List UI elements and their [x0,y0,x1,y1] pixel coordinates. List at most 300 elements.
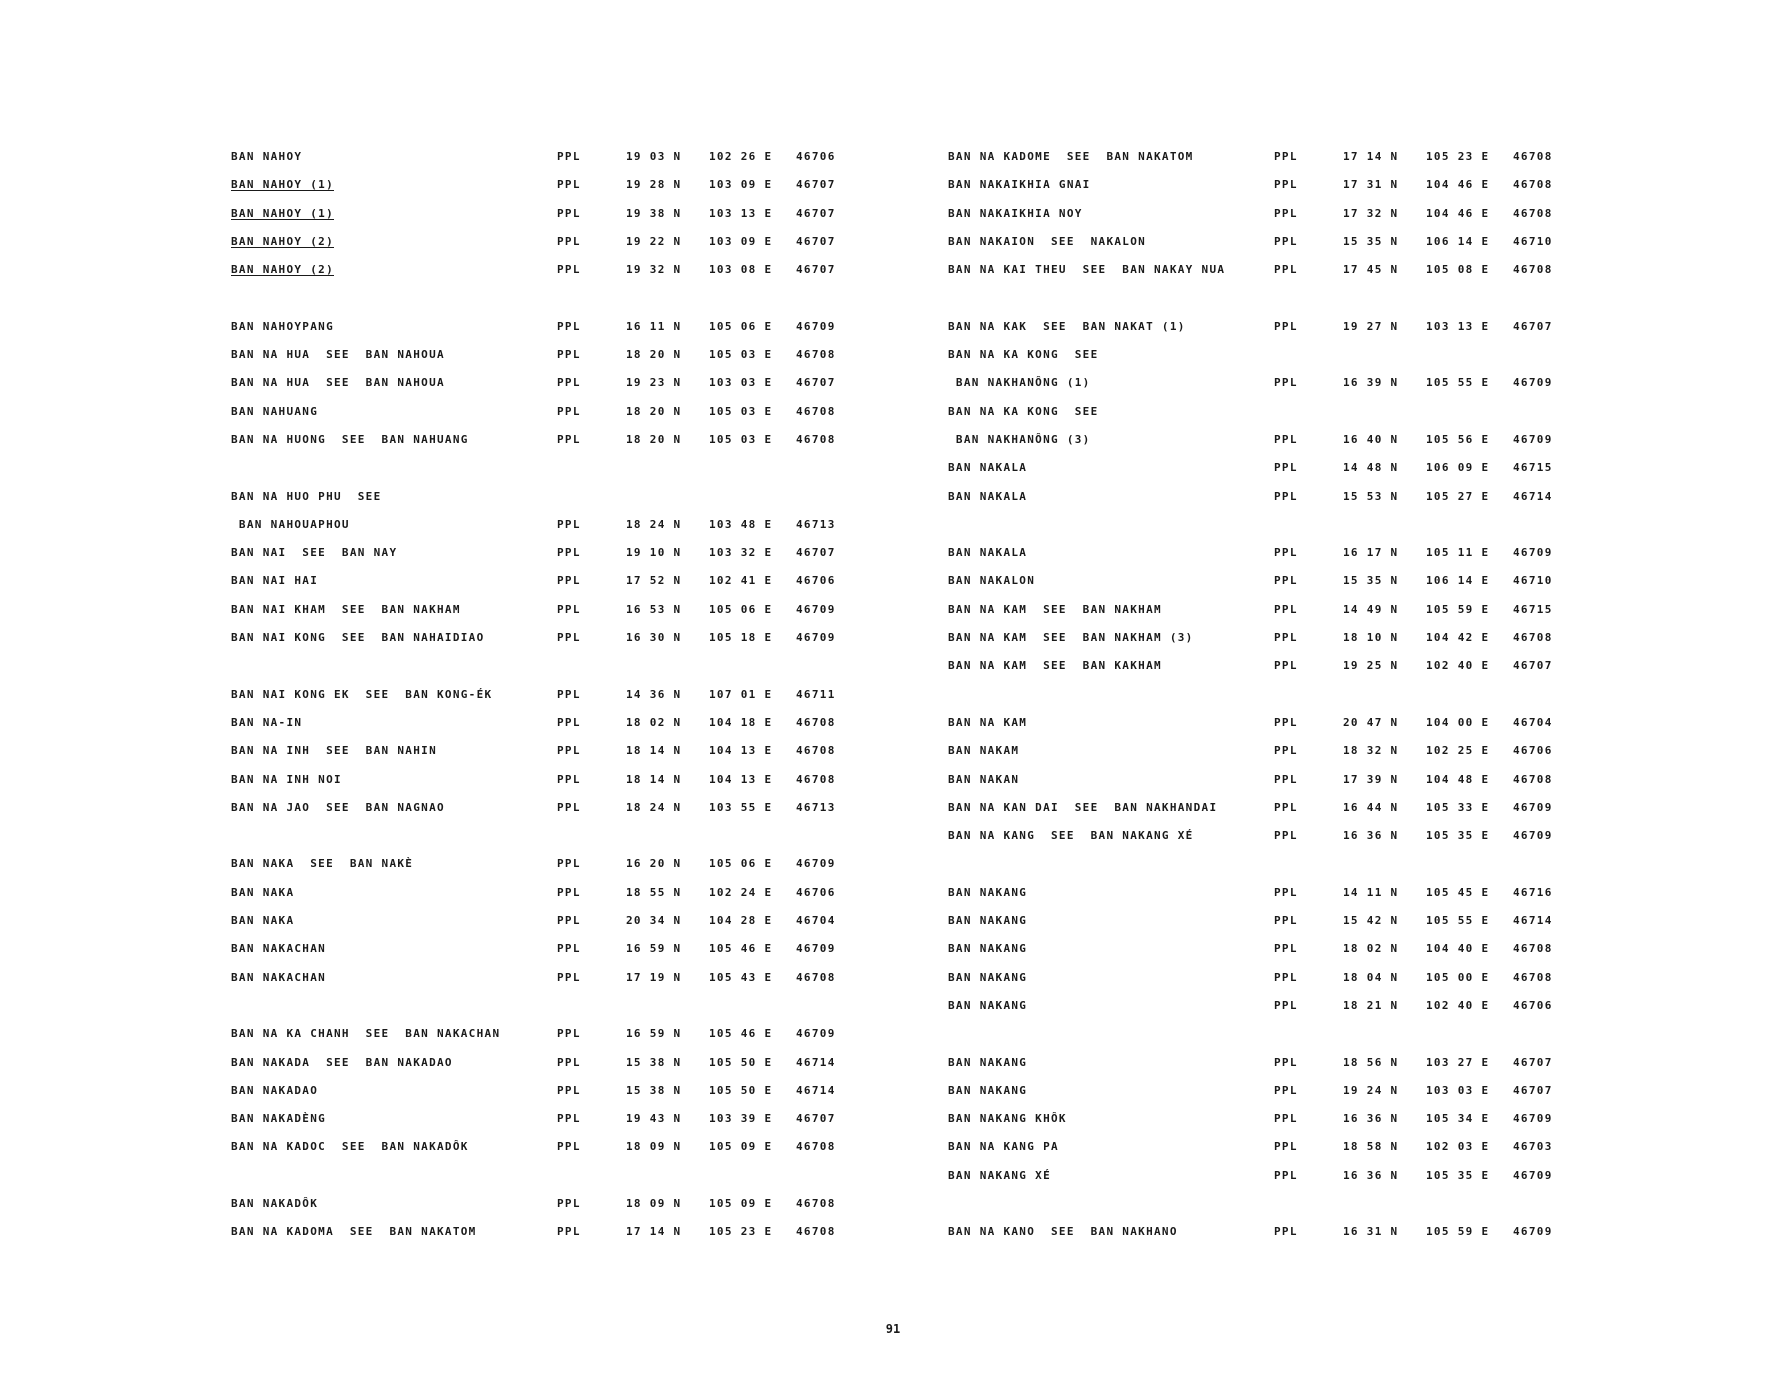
map-sheet: 46708 [1513,942,1553,956]
longitude: 105 56 E [1426,432,1490,446]
longitude: 105 33 E [1426,800,1490,814]
longitude: 105 59 E [1426,602,1490,616]
feature-type: PPL [557,1196,581,1210]
longitude: 105 06 E [709,319,773,333]
gazetteer-entry [231,574,871,602]
place-name: BAN NA KA CHANH SEE BAN NAKACHAN [231,1027,501,1041]
longitude: 102 40 E [1426,998,1490,1012]
place-name: BAN NA KAK SEE BAN NAKAT (1) [948,319,1186,333]
gazetteer-entry [231,207,871,235]
longitude: 102 26 E [709,150,773,163]
place-name: BAN NAI KHAM SEE BAN NAKHAM [231,602,461,616]
map-sheet: 46709 [1513,800,1553,814]
gazetteer-entry [231,688,871,716]
place-name: BAN NA JAO SEE BAN NAGNAO [231,800,445,814]
map-sheet: 46709 [796,602,836,616]
map-sheet: 46709 [796,631,836,645]
place-name: BAN NAKANG KHÔK [948,1112,1067,1126]
latitude: 16 59 N [626,1027,682,1041]
blank-row [231,999,871,1027]
place-name: BAN NAKACHAN [231,970,327,984]
feature-type: PPL [1274,885,1298,899]
gazetteer-entry [948,659,1588,687]
gazetteer-entry [231,1027,871,1055]
feature-type: PPL [557,546,581,560]
latitude: 19 24 N [1343,1083,1399,1097]
map-sheet: 46706 [796,885,836,899]
longitude: 103 09 E [709,234,773,248]
feature-type: PPL [557,1112,581,1126]
map-sheet: 46707 [796,206,836,220]
feature-type: PPL [1274,631,1298,645]
place-name: BAN NAKHANÔNG (1) [948,376,1091,390]
gazetteer-entry [948,1112,1588,1140]
longitude: 103 48 E [709,517,773,531]
gazetteer-entry [231,235,871,263]
longitude: 106 09 E [1426,461,1490,475]
longitude: 103 08 E [709,263,773,277]
place-name: BAN NA KADOMA SEE BAN NAKATOM [231,1225,477,1239]
latitude: 14 36 N [626,687,682,701]
map-sheet: 46714 [796,1055,836,1069]
place-name: BAN NA-IN [231,715,303,729]
latitude: 14 49 N [1343,602,1399,616]
map-sheet: 46708 [796,772,836,786]
longitude: 105 06 E [709,602,773,616]
latitude: 19 10 N [626,546,682,560]
latitude: 16 20 N [626,857,682,871]
map-sheet: 46708 [796,744,836,758]
place-name: BAN NAKANG [948,1083,1028,1097]
place-name: BAN NA KANO SEE BAN NAKHANO [948,1225,1178,1239]
place-name: BAN NA KAI THEU SEE BAN NAKAY NUA [948,263,1226,277]
map-sheet: 46706 [1513,744,1553,758]
map-sheet: 46704 [796,914,836,928]
feature-type: PPL [557,1140,581,1154]
place-name: BAN NA HUONG SEE BAN NAHUANG [231,432,469,446]
place-name: BAN NAI KONG EK SEE BAN KONG-ÉK [231,687,493,701]
longitude: 105 08 E [1426,263,1490,277]
latitude: 17 14 N [1343,150,1399,163]
map-sheet: 46708 [1513,631,1553,645]
gazetteer-entry [231,942,871,970]
latitude: 15 42 N [1343,914,1399,928]
gazetteer-entry [231,801,871,829]
feature-type: PPL [1274,1083,1298,1097]
place-name: BAN NAKANG [948,885,1028,899]
gazetteer-entry [948,1084,1588,1112]
longitude: 105 11 E [1426,546,1490,560]
map-sheet: 46709 [1513,1225,1553,1239]
latitude: 15 53 N [1343,489,1399,503]
place-name: BAN NAKAN [948,772,1020,786]
map-sheet: 46714 [1513,914,1553,928]
place-name: BAN NAKADÔK [231,1196,319,1210]
feature-type: PPL [557,150,581,163]
map-sheet: 46707 [1513,1083,1553,1097]
place-name: BAN NA KADOC SEE BAN NAKADÔK [231,1140,469,1154]
longitude: 105 55 E [1426,376,1490,390]
map-sheet: 46713 [796,800,836,814]
gazetteer-entry [231,914,871,942]
latitude: 19 03 N [626,150,682,163]
feature-type: PPL [1274,914,1298,928]
place-name: BAN NA KAM SEE BAN NAKHAM [948,602,1162,616]
map-sheet: 46707 [796,263,836,277]
blank-row [948,688,1588,716]
longitude: 105 46 E [709,1027,773,1041]
map-sheet: 46709 [1513,432,1553,446]
latitude: 16 53 N [626,602,682,616]
latitude: 20 34 N [626,914,682,928]
gazetteer-entry [231,1084,871,1112]
map-sheet: 46704 [1513,715,1553,729]
map-sheet: 46708 [796,1140,836,1154]
longitude: 104 13 E [709,744,773,758]
latitude: 15 38 N [626,1055,682,1069]
place-name: BAN NAKANG [948,998,1028,1012]
map-sheet: 46710 [1513,234,1553,248]
place-name: BAN NAKAM [948,744,1020,758]
longitude: 105 43 E [709,970,773,984]
map-sheet: 46709 [796,319,836,333]
longitude: 105 03 E [709,404,773,418]
map-sheet: 46708 [1513,178,1553,192]
map-sheet: 46708 [796,1196,836,1210]
feature-type: PPL [557,970,581,984]
gazetteer-entry [948,1056,1588,1084]
map-sheet: 46713 [796,517,836,531]
longitude: 104 46 E [1426,178,1490,192]
gazetteer-entry [231,150,871,178]
feature-type: PPL [1274,800,1298,814]
place-name: BAN NA INH SEE BAN NAHIN [231,744,437,758]
gazetteer-entry [948,1225,1588,1253]
place-name: BAN NAHOY [231,150,303,163]
latitude: 16 11 N [626,319,682,333]
longitude: 102 24 E [709,885,773,899]
gazetteer-entry [948,829,1588,857]
place-name: BAN NAI SEE BAN NAY [231,546,398,560]
gazetteer-entry [231,490,871,518]
map-sheet: 46707 [1513,1055,1553,1069]
longitude: 103 03 E [1426,1083,1490,1097]
longitude: 104 18 E [709,715,773,729]
gazetteer-entry [231,1197,871,1225]
longitude: 103 13 E [709,206,773,220]
gazetteer-entry [948,178,1588,206]
blank-row [948,1197,1588,1225]
feature-type: PPL [557,432,581,446]
feature-type: PPL [1274,602,1298,616]
gazetteer-entry [231,1112,871,1140]
latitude: 16 40 N [1343,432,1399,446]
gazetteer-entry [231,263,871,291]
latitude: 16 36 N [1343,1112,1399,1126]
place-name: BAN NAHOY (2) [231,263,334,277]
map-sheet: 46706 [1513,998,1553,1012]
feature-type: PPL [1274,178,1298,192]
map-sheet: 46716 [1513,885,1553,899]
longitude: 103 39 E [709,1112,773,1126]
map-sheet: 46707 [796,234,836,248]
longitude: 105 06 E [709,857,773,871]
feature-type: PPL [1274,574,1298,588]
longitude: 104 46 E [1426,206,1490,220]
longitude: 106 14 E [1426,574,1490,588]
map-sheet: 46709 [796,857,836,871]
latitude: 16 36 N [1343,829,1399,843]
place-name: BAN NAHUANG [231,404,319,418]
map-sheet: 46708 [796,348,836,362]
feature-type: PPL [557,1055,581,1069]
map-sheet: 46708 [1513,263,1553,277]
latitude: 18 02 N [626,715,682,729]
gazetteer-entry [231,716,871,744]
place-name: BAN NA HUA SEE BAN NAHOUA [231,376,445,390]
longitude: 102 25 E [1426,744,1490,758]
latitude: 16 30 N [626,631,682,645]
gazetteer-entry [231,348,871,376]
latitude: 15 38 N [626,1083,682,1097]
place-name: BAN NA KA KONG SEE [948,348,1099,362]
latitude: 20 47 N [1343,715,1399,729]
latitude: 18 55 N [626,885,682,899]
place-name: BAN NAKANG [948,914,1028,928]
latitude: 18 14 N [626,772,682,786]
longitude: 107 01 E [709,687,773,701]
place-name: BAN NA HUO PHU SEE [231,489,382,503]
longitude: 102 41 E [709,574,773,588]
map-sheet: 46708 [1513,206,1553,220]
feature-type: PPL [557,857,581,871]
latitude: 18 10 N [1343,631,1399,645]
latitude: 17 52 N [626,574,682,588]
latitude: 18 24 N [626,800,682,814]
gazetteer-entry [231,433,871,461]
gazetteer-entry [948,207,1588,235]
latitude: 19 22 N [626,234,682,248]
feature-type: PPL [557,348,581,362]
place-name: BAN NA KANG SEE BAN NAKANG XÉ [948,829,1194,843]
place-name: BAN NAKANG [948,942,1028,956]
longitude: 105 03 E [709,348,773,362]
longitude: 105 27 E [1426,489,1490,503]
map-sheet: 46708 [796,1225,836,1239]
feature-type: PPL [557,1225,581,1239]
place-name: BAN NAHOY (1) [231,178,334,192]
feature-type: PPL [1274,432,1298,446]
longitude: 105 23 E [709,1225,773,1239]
feature-type: PPL [1274,744,1298,758]
place-name: BAN NAKALON [948,574,1036,588]
feature-type: PPL [557,602,581,616]
latitude: 19 25 N [1343,659,1399,673]
longitude: 103 27 E [1426,1055,1490,1069]
feature-type: PPL [1274,546,1298,560]
gazetteer-entry [231,1056,871,1084]
map-sheet: 46708 [796,432,836,446]
map-sheet: 46709 [796,942,836,956]
blank-row [948,518,1588,546]
map-sheet: 46707 [796,376,836,390]
gazetteer-entry [948,546,1588,574]
place-name: BAN NAHOYPANG [231,319,334,333]
latitude: 19 38 N [626,206,682,220]
latitude: 18 58 N [1343,1140,1399,1154]
latitude: 18 24 N [626,517,682,531]
place-name: BAN NAI HAI [231,574,319,588]
gazetteer-entry [948,574,1588,602]
map-sheet: 46706 [796,574,836,588]
feature-type: PPL [1274,829,1298,843]
longitude: 105 09 E [709,1140,773,1154]
longitude: 105 45 E [1426,885,1490,899]
gazetteer-entry [948,461,1588,489]
feature-type: PPL [557,319,581,333]
latitude: 14 11 N [1343,885,1399,899]
place-name: BAN NAI KONG SEE BAN NAHAIDIAO [231,631,485,645]
place-name: BAN NA KAN DAI SEE BAN NAKHANDAI [948,800,1218,814]
latitude: 18 09 N [626,1196,682,1210]
latitude: 17 45 N [1343,263,1399,277]
map-sheet: 46707 [796,1112,836,1126]
map-sheet: 46708 [1513,772,1553,786]
gazetteer-entry [948,914,1588,942]
gazetteer-entry [231,178,871,206]
feature-type: PPL [557,914,581,928]
feature-type: PPL [1274,1225,1298,1239]
place-name: BAN NAKAION SEE NAKALON [948,234,1147,248]
latitude: 16 39 N [1343,376,1399,390]
gazetteer-entry [231,546,871,574]
longitude: 103 13 E [1426,319,1490,333]
latitude: 18 56 N [1343,1055,1399,1069]
blank-row [231,1169,871,1197]
gazetteer-entry [231,518,871,546]
feature-type: PPL [1274,489,1298,503]
place-name: BAN NAKADÈNG [231,1112,327,1126]
latitude: 19 43 N [626,1112,682,1126]
blank-row [231,291,871,319]
map-sheet: 46709 [1513,1112,1553,1126]
feature-type: PPL [557,687,581,701]
feature-type: PPL [557,744,581,758]
gazetteer-entry [948,801,1588,829]
latitude: 18 14 N [626,744,682,758]
map-sheet: 46708 [1513,150,1553,163]
map-sheet: 46708 [1513,970,1553,984]
place-name: BAN NAKA [231,914,295,928]
map-sheet: 46707 [1513,319,1553,333]
place-name: BAN NAKAIKHIA NOY [948,206,1083,220]
longitude: 105 55 E [1426,914,1490,928]
latitude: 16 31 N [1343,1225,1399,1239]
latitude: 18 09 N [626,1140,682,1154]
longitude: 105 23 E [1426,150,1490,163]
gazetteer-entry [231,886,871,914]
gazetteer-entry [948,320,1588,348]
blank-row [231,461,871,489]
map-sheet: 46714 [1513,489,1553,503]
longitude: 105 59 E [1426,1225,1490,1239]
gazetteer-entry [948,631,1588,659]
latitude: 19 27 N [1343,319,1399,333]
longitude: 105 09 E [709,1196,773,1210]
gazetteer-entry [948,971,1588,999]
gazetteer-entry [948,603,1588,631]
feature-type: PPL [1274,1112,1298,1126]
latitude: 18 04 N [1343,970,1399,984]
longitude: 105 34 E [1426,1112,1490,1126]
longitude: 104 00 E [1426,715,1490,729]
longitude: 105 03 E [709,432,773,446]
longitude: 105 35 E [1426,829,1490,843]
map-sheet: 46715 [1513,602,1553,616]
map-sheet: 46709 [1513,829,1553,843]
map-sheet: 46709 [796,1027,836,1041]
feature-type: PPL [557,574,581,588]
place-name: BAN NA KADOME SEE BAN NAKATOM [948,150,1194,163]
place-name: BAN NAHOY (1) [231,206,334,220]
feature-type: PPL [557,206,581,220]
latitude: 18 20 N [626,348,682,362]
longitude: 103 03 E [709,376,773,390]
map-sheet: 46710 [1513,574,1553,588]
feature-type: PPL [1274,1140,1298,1154]
latitude: 16 59 N [626,942,682,956]
latitude: 19 23 N [626,376,682,390]
gazetteer-entry [948,376,1588,404]
blank-row [948,1027,1588,1055]
latitude: 17 14 N [626,1225,682,1239]
gazetteer-entry [948,490,1588,518]
place-name: BAN NAKADA SEE BAN NAKADAO [231,1055,453,1069]
map-sheet: 46707 [796,546,836,560]
feature-type: PPL [1274,998,1298,1012]
feature-type: PPL [1274,461,1298,475]
gazetteer-column-left [231,150,871,1254]
latitude: 19 32 N [626,263,682,277]
feature-type: PPL [557,715,581,729]
feature-type: PPL [557,800,581,814]
feature-type: PPL [1274,1055,1298,1069]
gazetteer-entry [231,1140,871,1168]
feature-type: PPL [557,942,581,956]
gazetteer-entry [231,744,871,772]
map-sheet: 46708 [796,715,836,729]
gazetteer-entry [948,999,1588,1027]
longitude: 104 13 E [709,772,773,786]
place-name: BAN NA KAM SEE BAN KAKHAM [948,659,1162,673]
place-name: BAN NA HUA SEE BAN NAHOUA [231,348,445,362]
feature-type: PPL [557,1083,581,1097]
place-name: BAN NAKANG [948,1055,1028,1069]
gazetteer-column-right [948,150,1588,1254]
map-sheet: 46707 [1513,659,1553,673]
place-name: BAN NAKA [231,885,295,899]
feature-type: PPL [1274,1168,1298,1182]
feature-type: PPL [1274,150,1298,163]
feature-type: PPL [1274,319,1298,333]
longitude: 104 42 E [1426,631,1490,645]
map-sheet: 46709 [1513,1168,1553,1182]
place-name: BAN NA KANG PA [948,1140,1059,1154]
latitude: 16 17 N [1343,546,1399,560]
blank-row [231,659,871,687]
place-name: BAN NAKA SEE BAN NAKÈ [231,857,414,871]
latitude: 16 44 N [1343,800,1399,814]
